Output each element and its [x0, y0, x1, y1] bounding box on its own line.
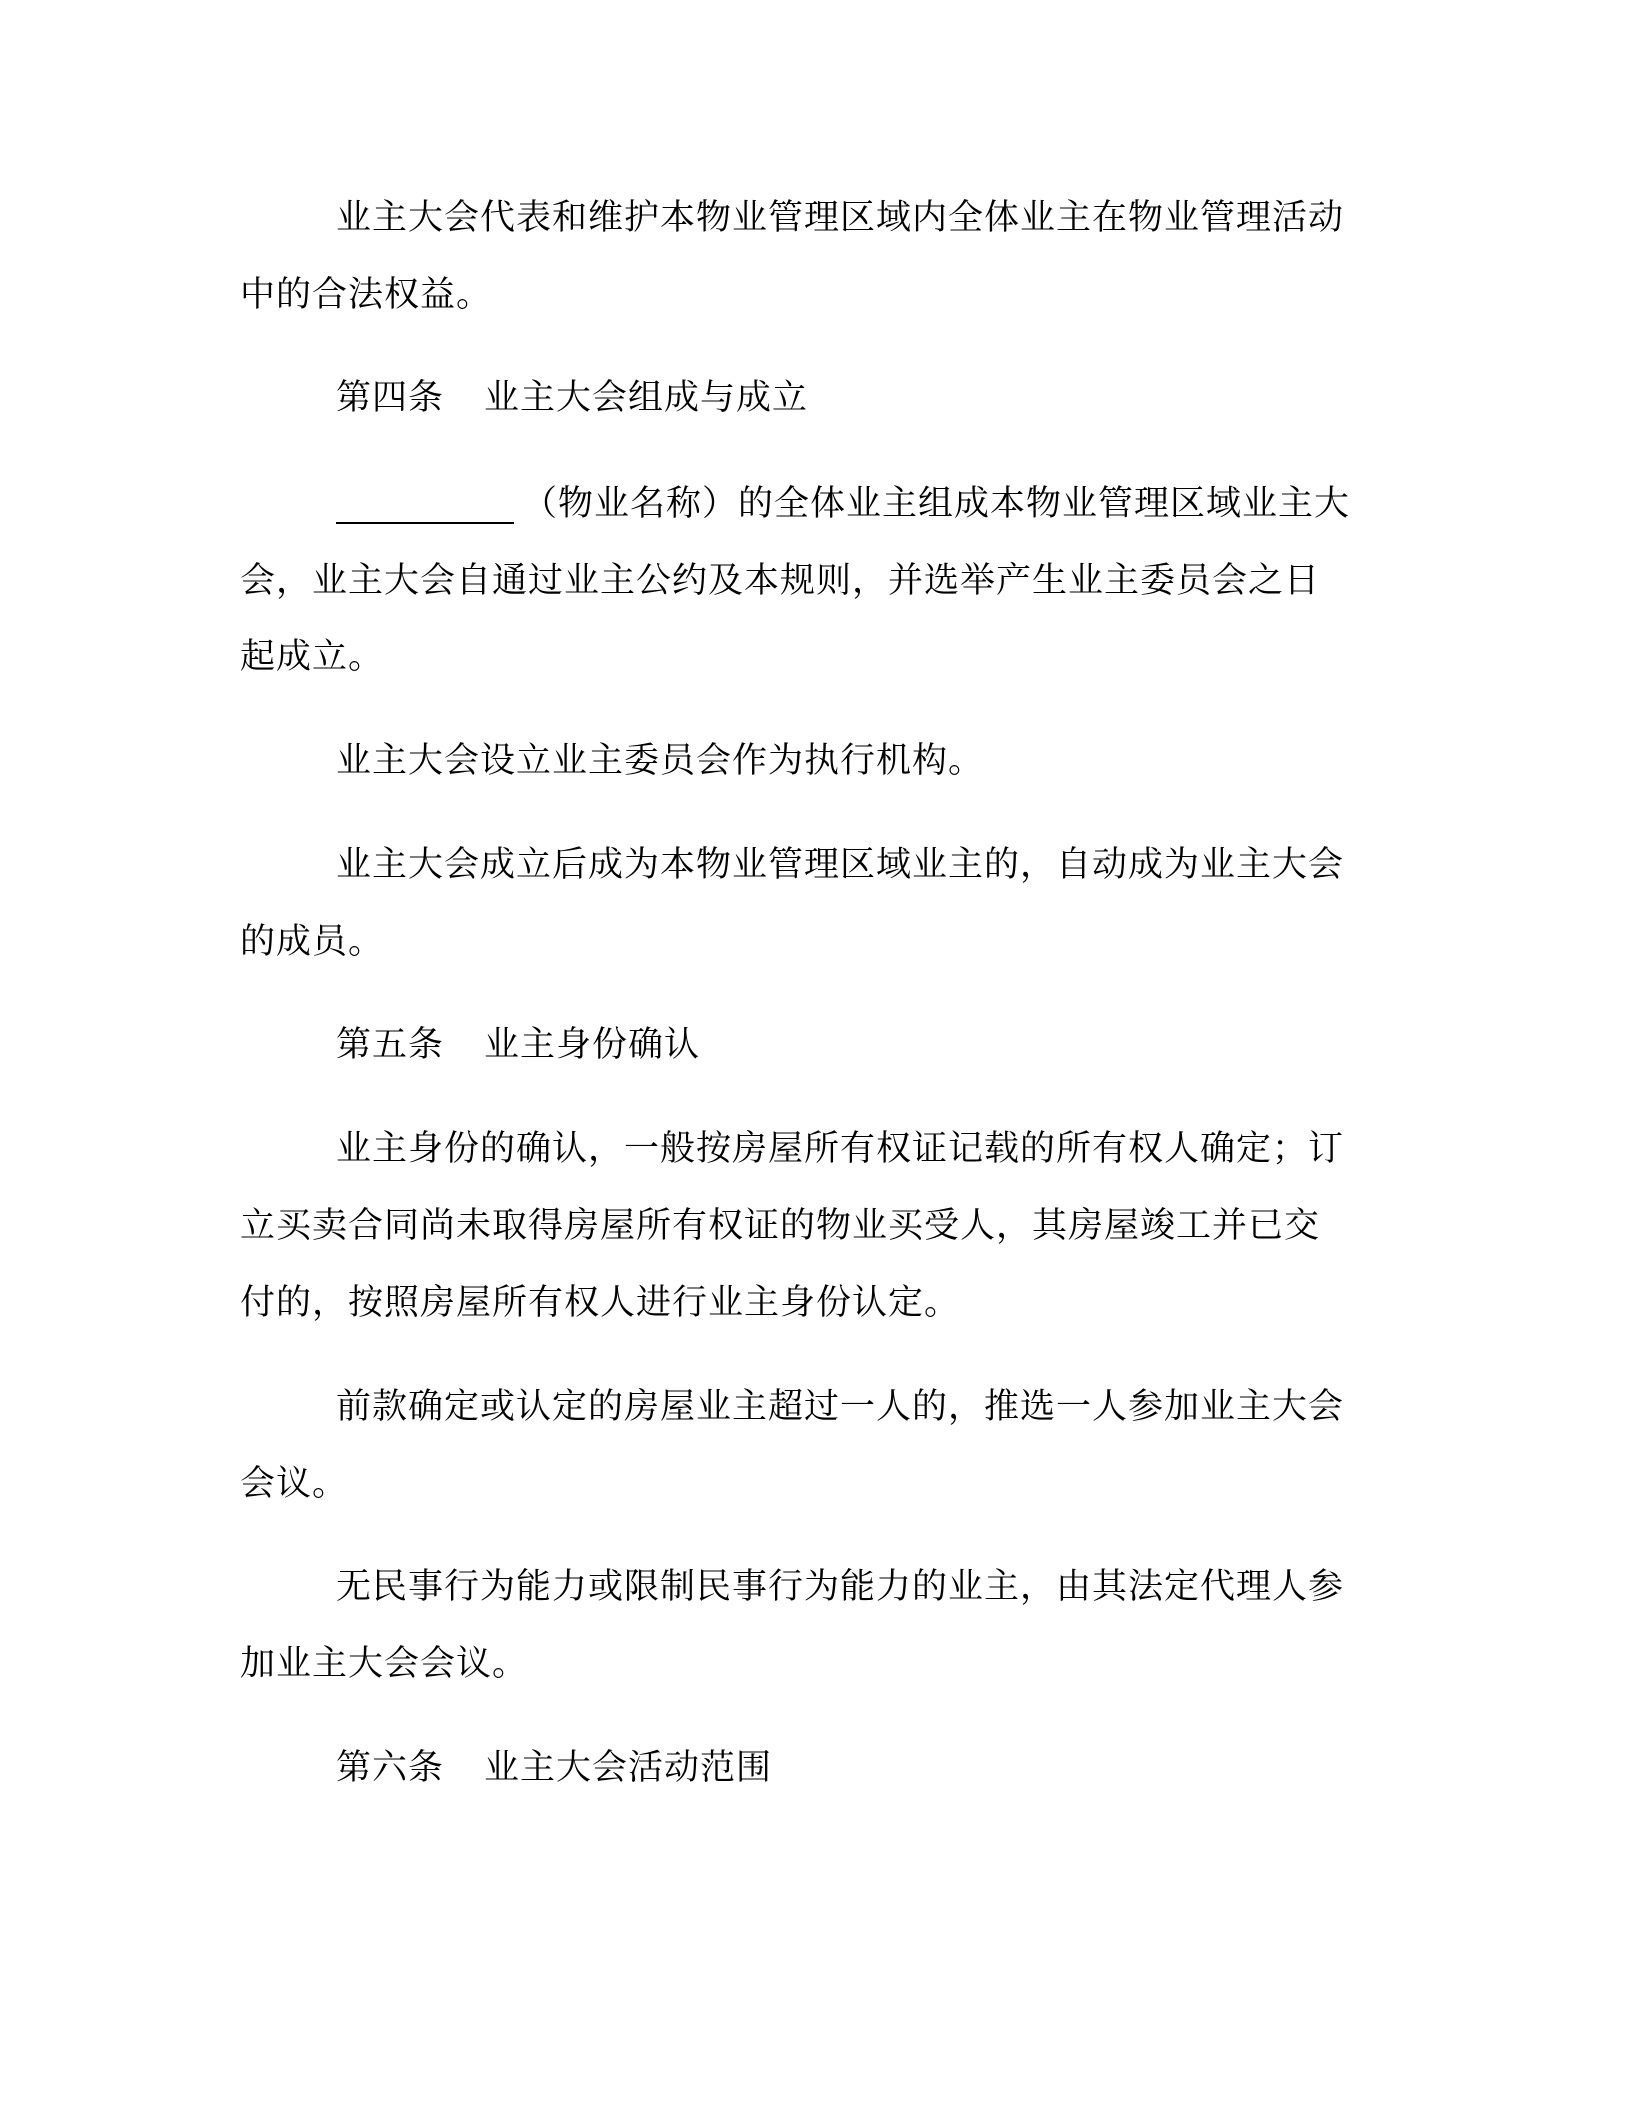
- article-title: 业主身份确认: [484, 1025, 701, 1065]
- paragraph-line: 起成立。: [240, 637, 385, 677]
- paragraph-line: [336, 484, 1476, 524]
- article-number: 第五条: [336, 1025, 445, 1065]
- paragraph-line: 业主大会设立业主委员会作为执行机构。: [336, 741, 985, 781]
- paragraph-line: 会议。: [240, 1464, 349, 1504]
- paragraph-line: 立买卖合同尚未取得房屋所有权证的物业买受人，其房屋竣工并已交: [240, 1206, 1321, 1246]
- article-heading: [336, 1025, 1476, 1065]
- article-heading: [336, 378, 1476, 418]
- paragraph-line: 前款确定或认定的房屋业主超过一人的，推选一人参加业主大会: [336, 1387, 1345, 1427]
- article-title: 业主大会活动范围: [484, 1748, 773, 1788]
- paragraph-line: 业主大会成立后成为本物业管理区域业主的，自动成为业主大会: [336, 845, 1345, 885]
- paragraph-text: （物业名称）的全体业主组成本物业管理区域业主大: [522, 484, 1351, 524]
- article-heading: [336, 1748, 1476, 1788]
- paragraph-line: 业主大会代表和维护本物业管理区域内全体业主在物业管理活动: [336, 198, 1345, 238]
- fill-in-blank: [336, 484, 514, 524]
- paragraph-line: 业主身份的确认，一般按房屋所有权证记载的所有权人确定；订: [336, 1129, 1345, 1169]
- article-title: 业主大会组成与成立: [484, 378, 809, 418]
- article-number: 第六条: [336, 1748, 445, 1788]
- paragraph-line: 无民事行为能力或限制民事行为能力的业主，由其法定代理人参: [336, 1567, 1345, 1607]
- paragraph-line: 会，业主大会自通过业主公约及本规则，并选举产生业主委员会之日: [240, 561, 1321, 601]
- article-number: 第四条: [336, 378, 445, 418]
- paragraph-line: 中的合法权益。: [240, 275, 493, 315]
- paragraph-line: 的成员。: [240, 922, 385, 962]
- paragraph-line: 加业主大会会议。: [240, 1644, 529, 1684]
- paragraph-line: 付的，按照房屋所有权人进行业主身份认定。: [240, 1283, 961, 1323]
